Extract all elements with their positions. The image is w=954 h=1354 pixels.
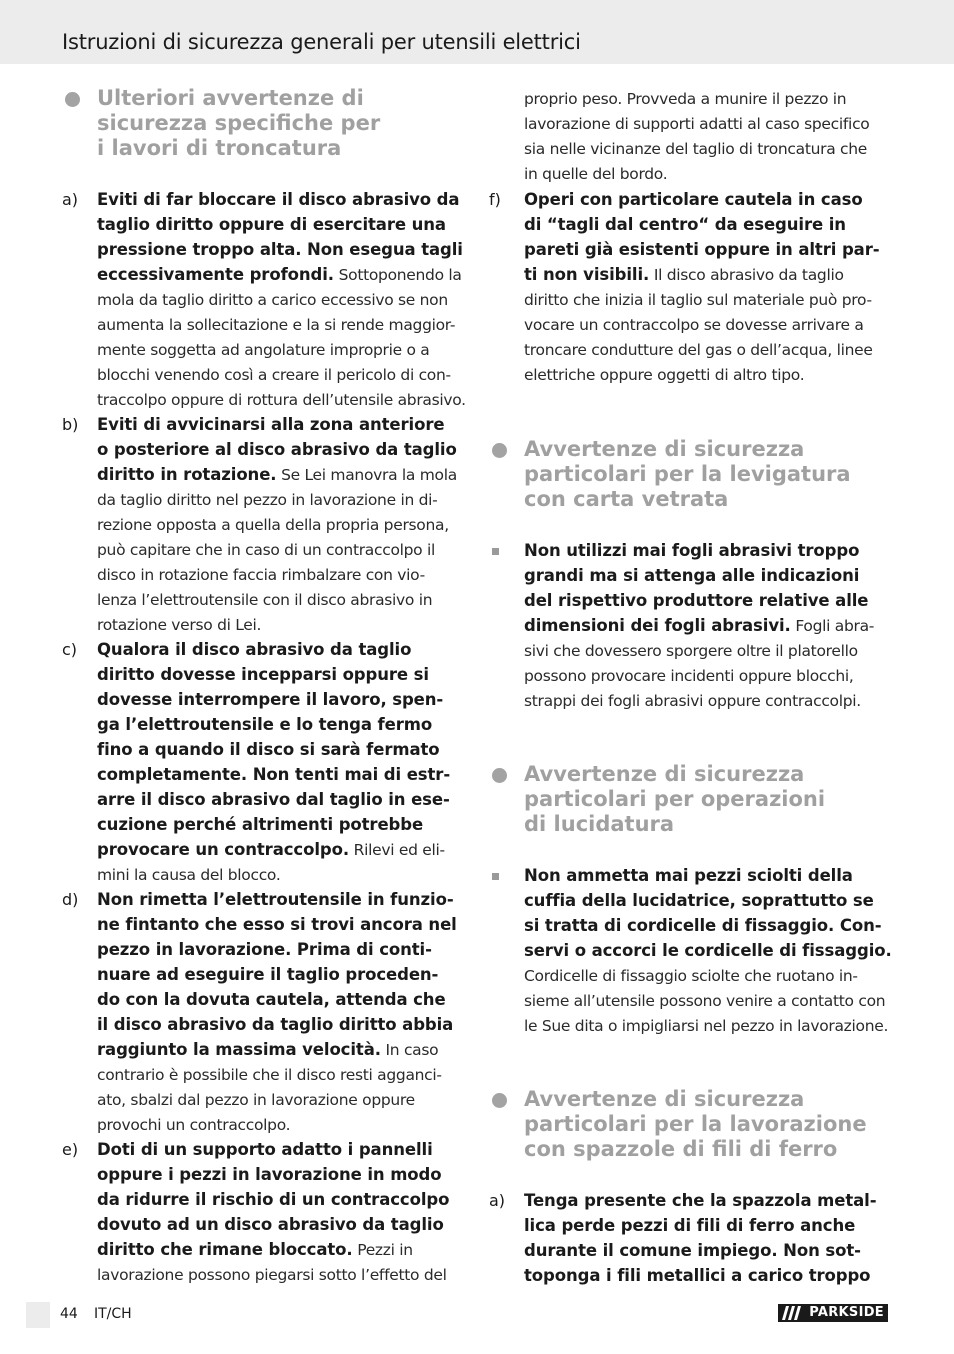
text-line [97,987,467,1012]
bold-text: diritto dovesse incepparsi oppure si [97,665,429,684]
body-text: strappi dei fogli abrasivi oppure contraccolpi. [524,692,861,710]
text-line [524,963,894,988]
text-line [97,1037,467,1062]
section-title-line: particolari per la lavorazione [524,1112,867,1136]
text-line [524,237,894,262]
text-line [524,187,894,212]
body-text: traccolpo oppure di rottura dell’utensile abrasivo. [97,391,466,409]
section-title-line: Avvertenze di sicurezza [524,437,805,461]
bold-text: cuzione perché altrimenti potrebbe [97,815,424,834]
text-line [524,337,894,362]
text-line [97,412,467,437]
text-line [97,637,467,662]
text-line [97,1012,467,1037]
bold-text: provocare un contraccolpo. [97,840,349,859]
text-line [97,912,467,937]
body-text: lavorazione possono piegarsi sotto l’effetto del [97,1266,447,1284]
paragraph [524,538,894,713]
text-line: in quelle del bordo. [524,165,668,183]
square-bullet-icon [492,873,499,880]
round-bullet-icon [492,1093,507,1108]
body-text: mini la causa del blocco. [97,866,281,884]
text-line [97,287,467,312]
item-label: c) [62,640,78,659]
body-text: mente soggetta ad angolature improprie o a [97,341,430,359]
section-title [97,86,467,161]
body-text: da taglio diritto nel pezzo in lavorazione in di- [97,491,438,509]
item-label: b) [62,415,79,434]
body-text: Cordicelle di fissaggio sciolte che ruotano in- [524,967,858,985]
text-line [97,737,467,762]
text-line [97,962,467,987]
bold-text: Non utilizzi mai fogli abrasivi troppo [524,541,860,560]
text-line [97,687,467,712]
text-line [524,588,894,613]
round-bullet-icon [65,92,80,107]
paragraph [524,1188,894,1288]
text-line [97,537,467,562]
body-text: blocchi venendo così a creare il pericolo di con- [97,366,451,384]
brand-name: PARKSIDE [809,1305,884,1320]
text-line [524,863,894,888]
bold-text: toponga i fili metallici a carico troppo [524,1266,871,1285]
item-label: a) [489,1191,506,1210]
text-line [97,187,467,212]
section-title-line: i lavori di troncatura [97,136,342,160]
text-line [97,437,467,462]
text-line [97,562,467,587]
paragraph [524,187,894,387]
section-title-line: Ulteriori avvertenze di [97,86,364,110]
text-line [524,938,894,963]
text-line [524,988,894,1013]
text-line [97,1062,467,1087]
bold-text: durante il comune impiego. Non sot- [524,1241,861,1260]
text-line [524,888,894,913]
body-text: sivi che dovessero sporgere oltre il platorello [524,642,858,660]
bold-text: da ridurre il rischio di un contraccolpo [97,1190,450,1209]
text-line [524,312,894,337]
bold-text: Tenga presente che la spazzola metal- [524,1191,877,1210]
text-line [524,212,894,237]
paragraph [97,637,467,887]
text-line [97,337,467,362]
body-text: troncare condutture del gas o dell’acqua, linee [524,341,873,359]
bold-text: ga l’elettroutensile e lo tenga fermo [97,715,433,734]
stripes-icon [782,1306,804,1320]
body-text: provochi un contraccolpo. [97,1116,291,1134]
bold-text: o posteriore al disco abrasivo da taglio [97,440,457,459]
text-line [97,237,467,262]
bold-text: nuare ad eseguire il taglio proceden- [97,965,439,984]
text-line [97,212,467,237]
body-text: le Sue dita o impigliarsi nel pezzo in lavorazione. [524,1017,889,1035]
paragraph [97,1137,467,1287]
bold-text: completamente. Non tenti mai di estr- [97,765,451,784]
text-line [97,937,467,962]
text-line [524,688,894,713]
body-text: possono provocare incidenti oppure blocchi, [524,667,854,685]
text-line: sia nelle vicinanze del taglio di troncatura che [524,140,868,158]
text-line [524,1213,894,1238]
text-line [97,1187,467,1212]
text-line [97,812,467,837]
bold-text: ne fintanto che esso si trovi ancora nel [97,915,457,934]
text-line [524,1263,894,1288]
body-text: Sottoponendo la [333,266,462,284]
text-line [97,787,467,812]
section-title-line: sicurezza specifiche per [97,111,381,135]
bold-text: pezzo in lavorazione. Prima di conti- [97,940,432,959]
item-label: f) [489,190,501,209]
paragraph [97,187,467,412]
bold-text: oppure i pezzi in lavorazione in modo [97,1165,442,1184]
text-line [524,613,894,638]
body-text: può capitare che in caso di un contraccolpo il [97,541,436,559]
bold-text: arre il disco abrasivo dal taglio in ese- [97,790,450,809]
body-text: sieme all’utensile possono venire a contatto con [524,992,886,1010]
section-title-line: particolari per operazioni [524,787,826,811]
bold-text: diritto che rimane bloccato. [97,1240,353,1259]
round-bullet-icon [492,443,507,458]
bold-text: Eviti di avvicinarsi alla zona anteriore [97,415,445,434]
page-header [0,0,954,64]
text-line [97,1137,467,1162]
body-text: lenza l’elettroutensile con il disco abrasivo in [97,591,433,609]
text-line [97,487,467,512]
body-text: elettriche oppure oggetti di altro tipo. [524,366,805,384]
body-text: Se Lei manovra la mola [276,466,457,484]
body-text: ato, sbalzi dal pezzo in lavorazione oppure [97,1091,415,1109]
text-line [97,512,467,537]
text-line [97,662,467,687]
bold-text: fino a quando il disco si sarà fermato [97,740,440,759]
page-number-box [26,1302,50,1328]
text-line: lavorazione di supporti adatti al caso specifico [524,115,870,133]
text-line [97,887,467,912]
text-line [97,1112,467,1137]
bold-text: grandi ma si attenga alle indicazioni [524,566,860,585]
page-title: Istruzioni di sicurezza generali per utensili elettrici [62,30,581,54]
text-line [97,862,467,887]
bold-text: Qualora il disco abrasivo da taglio [97,640,412,659]
text-line [97,612,467,637]
section-title-line: Avvertenze di sicurezza [524,762,805,786]
item-label: e) [62,1140,79,1159]
body-text: In caso [380,1041,439,1059]
text-line [97,387,467,412]
section-title [524,437,894,512]
bold-text: del rispettivo produttore relative alle [524,591,869,610]
text-line [524,663,894,688]
text-line [97,1087,467,1112]
body-text: disco in rotazione faccia rimbalzare con vio- [97,566,425,584]
body-text: Fogli abra- [790,617,875,635]
section-title-line: Avvertenze di sicurezza [524,1087,805,1111]
paragraph [524,863,894,1038]
bold-text: eccessivamente profondi. [97,265,334,284]
text-line [97,1237,467,1262]
bold-text: taglio diritto oppure di esercitare una [97,215,446,234]
text-line [524,638,894,663]
text-line [97,1262,467,1287]
text-line [97,837,467,862]
text-line [97,262,467,287]
paragraph [97,412,467,637]
text-line [97,362,467,387]
body-text: Pezzi in [352,1241,413,1259]
square-bullet-icon [492,548,499,555]
section-title-line: particolari per la levigatura [524,462,851,486]
bold-text: Non ammetta mai pezzi sciolti della [524,866,853,885]
brand-logo [778,1304,888,1322]
text-line: proprio peso. Provveda a munire il pezzo in [524,90,847,108]
body-text: aumenta la sollecitazione e la si rende maggior- [97,316,456,334]
bold-text: di “tagli dal centro“ da eseguire in [524,215,846,234]
bold-text: pareti già esistenti oppure in altri par- [524,240,880,259]
text-line [97,712,467,737]
page-language: IT/CH [94,1306,132,1322]
text-line [524,1013,894,1038]
body-text: contrario è possibile che il disco resti agganci- [97,1066,442,1084]
bold-text: il disco abrasivo da taglio diritto abbia [97,1015,454,1034]
text-line [97,587,467,612]
bold-text: dovesse interrompere il lavoro, spen- [97,690,444,709]
section-title [524,1087,894,1162]
body-text: diritto che inizia il taglio sul materiale può pro- [524,291,872,309]
text-line [524,913,894,938]
bold-text: Operi con particolare cautela in caso [524,190,863,209]
body-text: Il disco abrasivo da taglio [649,266,844,284]
bold-text: ti non visibili. [524,265,650,284]
bold-text: Non rimetta l’elettroutensile in funzio- [97,890,454,909]
body-text: rezione opposta a quella della propria persona, [97,516,449,534]
bold-text: cuffia della lucidatrice, soprattutto se [524,891,874,910]
text-line [97,312,467,337]
paragraph [524,87,894,187]
bold-text: diritto in rotazione. [97,465,277,484]
item-label: a) [62,190,79,209]
text-line [524,1238,894,1263]
item-label: d) [62,890,79,909]
bold-text: do con la dovuta cautela, attenda che [97,990,446,1009]
round-bullet-icon [492,768,507,783]
bold-text: Doti di un supporto adatto i pannelli [97,1140,433,1159]
body-text: rotazione verso di Lei. [97,616,262,634]
text-line [97,762,467,787]
section-title [524,762,894,837]
bold-text: pressione troppo alta. Non esegua tagli [97,240,463,259]
text-line [524,287,894,312]
text-line [524,362,894,387]
paragraph [97,887,467,1137]
bold-text: lica perde pezzi di fili di ferro anche [524,1216,856,1235]
text-line [524,563,894,588]
text-line [524,262,894,287]
bold-text: servi o accorci le cordicelle di fissaggio. [524,941,892,960]
bold-text: dovuto ad un disco abrasivo da taglio [97,1215,444,1234]
text-line [97,1212,467,1237]
section-title-line: con spazzole di fili di ferro [524,1137,838,1161]
bold-text: raggiunto la massima velocità. [97,1040,381,1059]
bold-text: si tratta di cordicelle di fissaggio. Con- [524,916,882,935]
bold-text: dimensioni dei fogli abrasivi. [524,616,791,635]
body-text: mola da taglio diritto a carico eccessivo se non [97,291,448,309]
page-number: 44 [60,1306,78,1322]
text-line [524,538,894,563]
body-text: vocare un contraccolpo se dovesse arrivare a [524,316,864,334]
section-title-line: di lucidatura [524,812,675,836]
text-line [524,1188,894,1213]
section-title-line: con carta vetrata [524,487,729,511]
text-line [97,462,467,487]
body-text: Rilevi ed eli- [349,841,445,859]
bold-text: Eviti di far bloccare il disco abrasivo da [97,190,460,209]
text-line [97,1162,467,1187]
